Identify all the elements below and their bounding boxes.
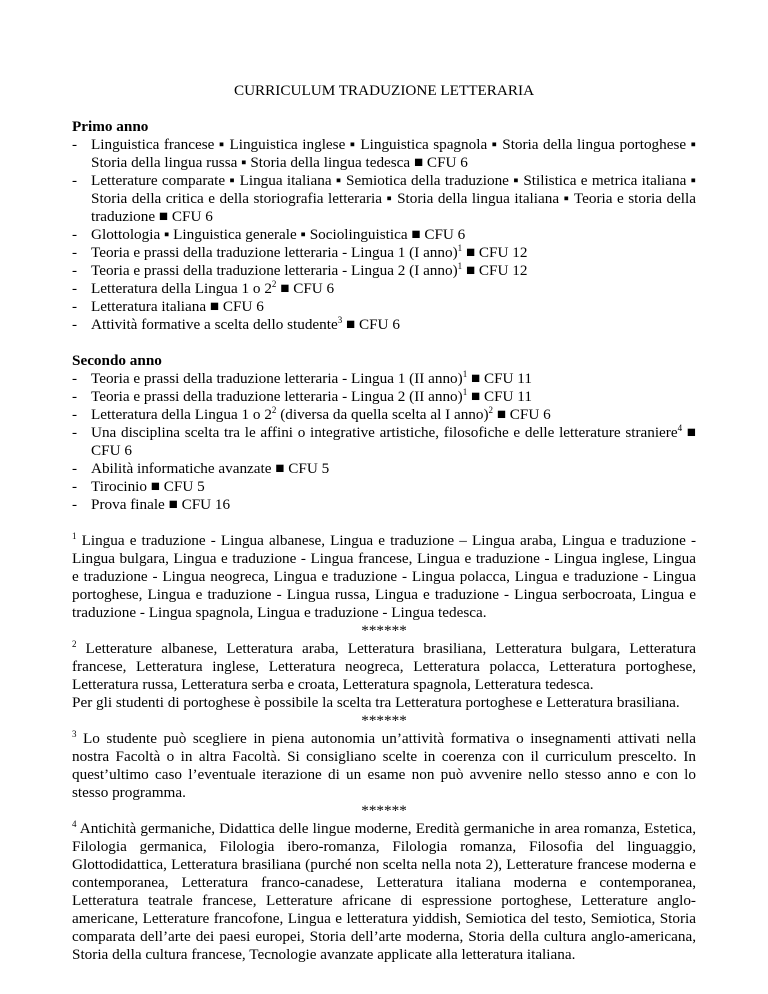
section-heading: Primo anno bbox=[72, 118, 149, 135]
course-item: - Prova finale ■ CFU 16 bbox=[72, 496, 696, 514]
footnote-ref: 2 bbox=[271, 278, 277, 289]
course-list bbox=[72, 136, 696, 334]
course-item: - Letteratura italiana ■ CFU 6 bbox=[72, 298, 696, 316]
course-item: - Tirocinio ■ CFU 5 bbox=[72, 478, 696, 496]
footnote-ref: 4 bbox=[677, 422, 683, 433]
course-item: - Linguistica francese ▪ Linguistica inglese ▪ Linguistica spagnola ▪ Storia della lingua portoghese ▪ Storia della lingua russa ▪ Storia della lingua tedesca ■ CFU 6 bbox=[72, 136, 696, 172]
course-item: - Teoria e prassi della traduzione letteraria - Lingua 2 (II anno)$^1$ ■ CFU 11 bbox=[72, 388, 696, 406]
footnote-number: 3 bbox=[72, 728, 77, 739]
footnote-3: $^3$ Lo studente può scegliere in piena autonomia un’attività formativa o insegnamenti attivati nella nostra Facoltà o in altra Facoltà. Si consigliano scelte in coerenza con il curriculum prescelto. In quest’ultimo caso l’eventuale iterazione di un esame non può avvenire nello stesso anno e con lo stesso programma. bbox=[72, 728, 696, 801]
course-item: - Letteratura della Lingua 1 o $2^2$ ■ CFU 6 bbox=[72, 280, 696, 298]
footnotes bbox=[72, 532, 696, 964]
document-page bbox=[72, 82, 696, 964]
footnote-ref: 1 bbox=[457, 260, 463, 271]
footnote-ref: 3 bbox=[337, 314, 343, 325]
course-item: - Teoria e prassi della traduzione letteraria - Lingua 2 (I anno)$^1$ ■ CFU 12 bbox=[72, 262, 696, 280]
separator: ****** bbox=[361, 712, 407, 729]
separator: ****** bbox=[361, 802, 407, 819]
section-heading: Secondo anno bbox=[72, 352, 162, 369]
footnote-number: 4 bbox=[72, 818, 77, 829]
course-item: - Letterature comparate ▪ Lingua italiana ▪ Semiotica della traduzione ▪ Stilistica e metrica italiana ▪ Storia della critica e della storiografia letteraria ▪ Storia della lingua italiana ▪ Teoria e storia della traduzione ■ CFU 6 bbox=[72, 172, 696, 226]
course-item: - Una disciplina scelta tra le affini o integrative artistiche, filosofiche e delle letterature straniere$^4$ ■ CFU 6 bbox=[72, 424, 696, 460]
footnote-ref: 1 bbox=[462, 386, 468, 397]
course-item: - Glottologia ▪ Linguistica generale ▪ Sociolinguistica ■ CFU 6 bbox=[72, 226, 696, 244]
footnote-ref: 1 bbox=[462, 368, 468, 379]
course-item: - Teoria e prassi della traduzione letteraria - Lingua 1 (II anno)$^1$ ■ CFU 11 bbox=[72, 370, 696, 388]
course-item: - Teoria e prassi della traduzione letteraria - Lingua 1 (I anno)$^1$ ■ CFU 12 bbox=[72, 244, 696, 262]
section-secondo-anno bbox=[72, 352, 696, 514]
footnote-number: 2 bbox=[72, 638, 77, 649]
footnote-1: $^1$ Lingua e traduzione - Lingua albanese, Lingua e traduzione – Lingua araba, Lingua e traduzione - Lingua bulgara, Lingua e traduzione - Lingua francese, Lingua e traduzione - Lingua inglese, Lingua e traduzione - Lingua neogreca, Lingua e traduzione - Lingua polacca, Lingua e traduzione - Lingua portoghese, Lingua e traduzione - Lingua russa, Lingua e traduzione - Lingua serbocroata, Lingua e traduzione - Lingua spagnola, Lingua e traduzione - Lingua tedesca. bbox=[72, 530, 696, 621]
footnote-2: $^2$ Letterature albanese, Letteratura araba, Letteratura brasiliana, Letteratura bulgara, Letteratura francese, Letteratura inglese, Letteratura neogreca, Letteratura polacca, Letteratura portoghese, Letteratura russa, Letteratura serba e croata, Letteratura spagnola, Letteratura tedesca. bbox=[72, 638, 696, 693]
footnote-ref: 2 bbox=[271, 404, 277, 415]
footnote-ref: 2 bbox=[488, 404, 494, 415]
course-item: - Letteratura della Lingua 1 o $2^2$ (diversa da quella scelta al I anno)$^2$ ■ CFU 6 bbox=[72, 406, 696, 424]
section-primo-anno bbox=[72, 118, 696, 334]
footnote-ref: 1 bbox=[457, 242, 463, 253]
footnote-2-extra: Per gli studenti di portoghese è possibile la scelta tra Letteratura portoghese e Letteratura brasiliana. bbox=[72, 694, 680, 711]
footnote-number: 1 bbox=[72, 530, 77, 541]
footnote-4: $^4$ Antichità germaniche, Didattica delle lingue moderne, Eredità germaniche in area romanza, Estetica, Filologia germanica, Filologia ibero-romanza, Filologia romanza, Filosofia del linguaggio, Glottodidattica, Letteratura brasiliana (purché non scelta nella nota 2), Letterature francese moderna e contemporanea, Letteratura franco-canadese, Letteratura italiana moderna e contemporanea, Letteratura teatrale francese, Letterature africane di espressione portoghese, Letterature anglo-americane, Letterature francofone, Lingua e letteratura yiddish, Semiotica del testo, Semiotica, Storia comparata dell’arte dei paesi europei, Storia dell’arte moderna, Storia della cultura anglo-americana, Storia della cultura francese, Tecnologie avanzate applicate alla letteratura italiana. bbox=[72, 818, 696, 963]
course-item: - Attività formative a scelta dello studente$^3$ ■ CFU 6 bbox=[72, 316, 696, 334]
document-title: CURRICULUM TRADUZIONE LETTERARIA bbox=[233, 82, 535, 99]
course-item: - Abilità informatiche avanzate ■ CFU 5 bbox=[72, 460, 696, 478]
separator: ****** bbox=[361, 622, 407, 639]
course-list bbox=[72, 370, 696, 514]
